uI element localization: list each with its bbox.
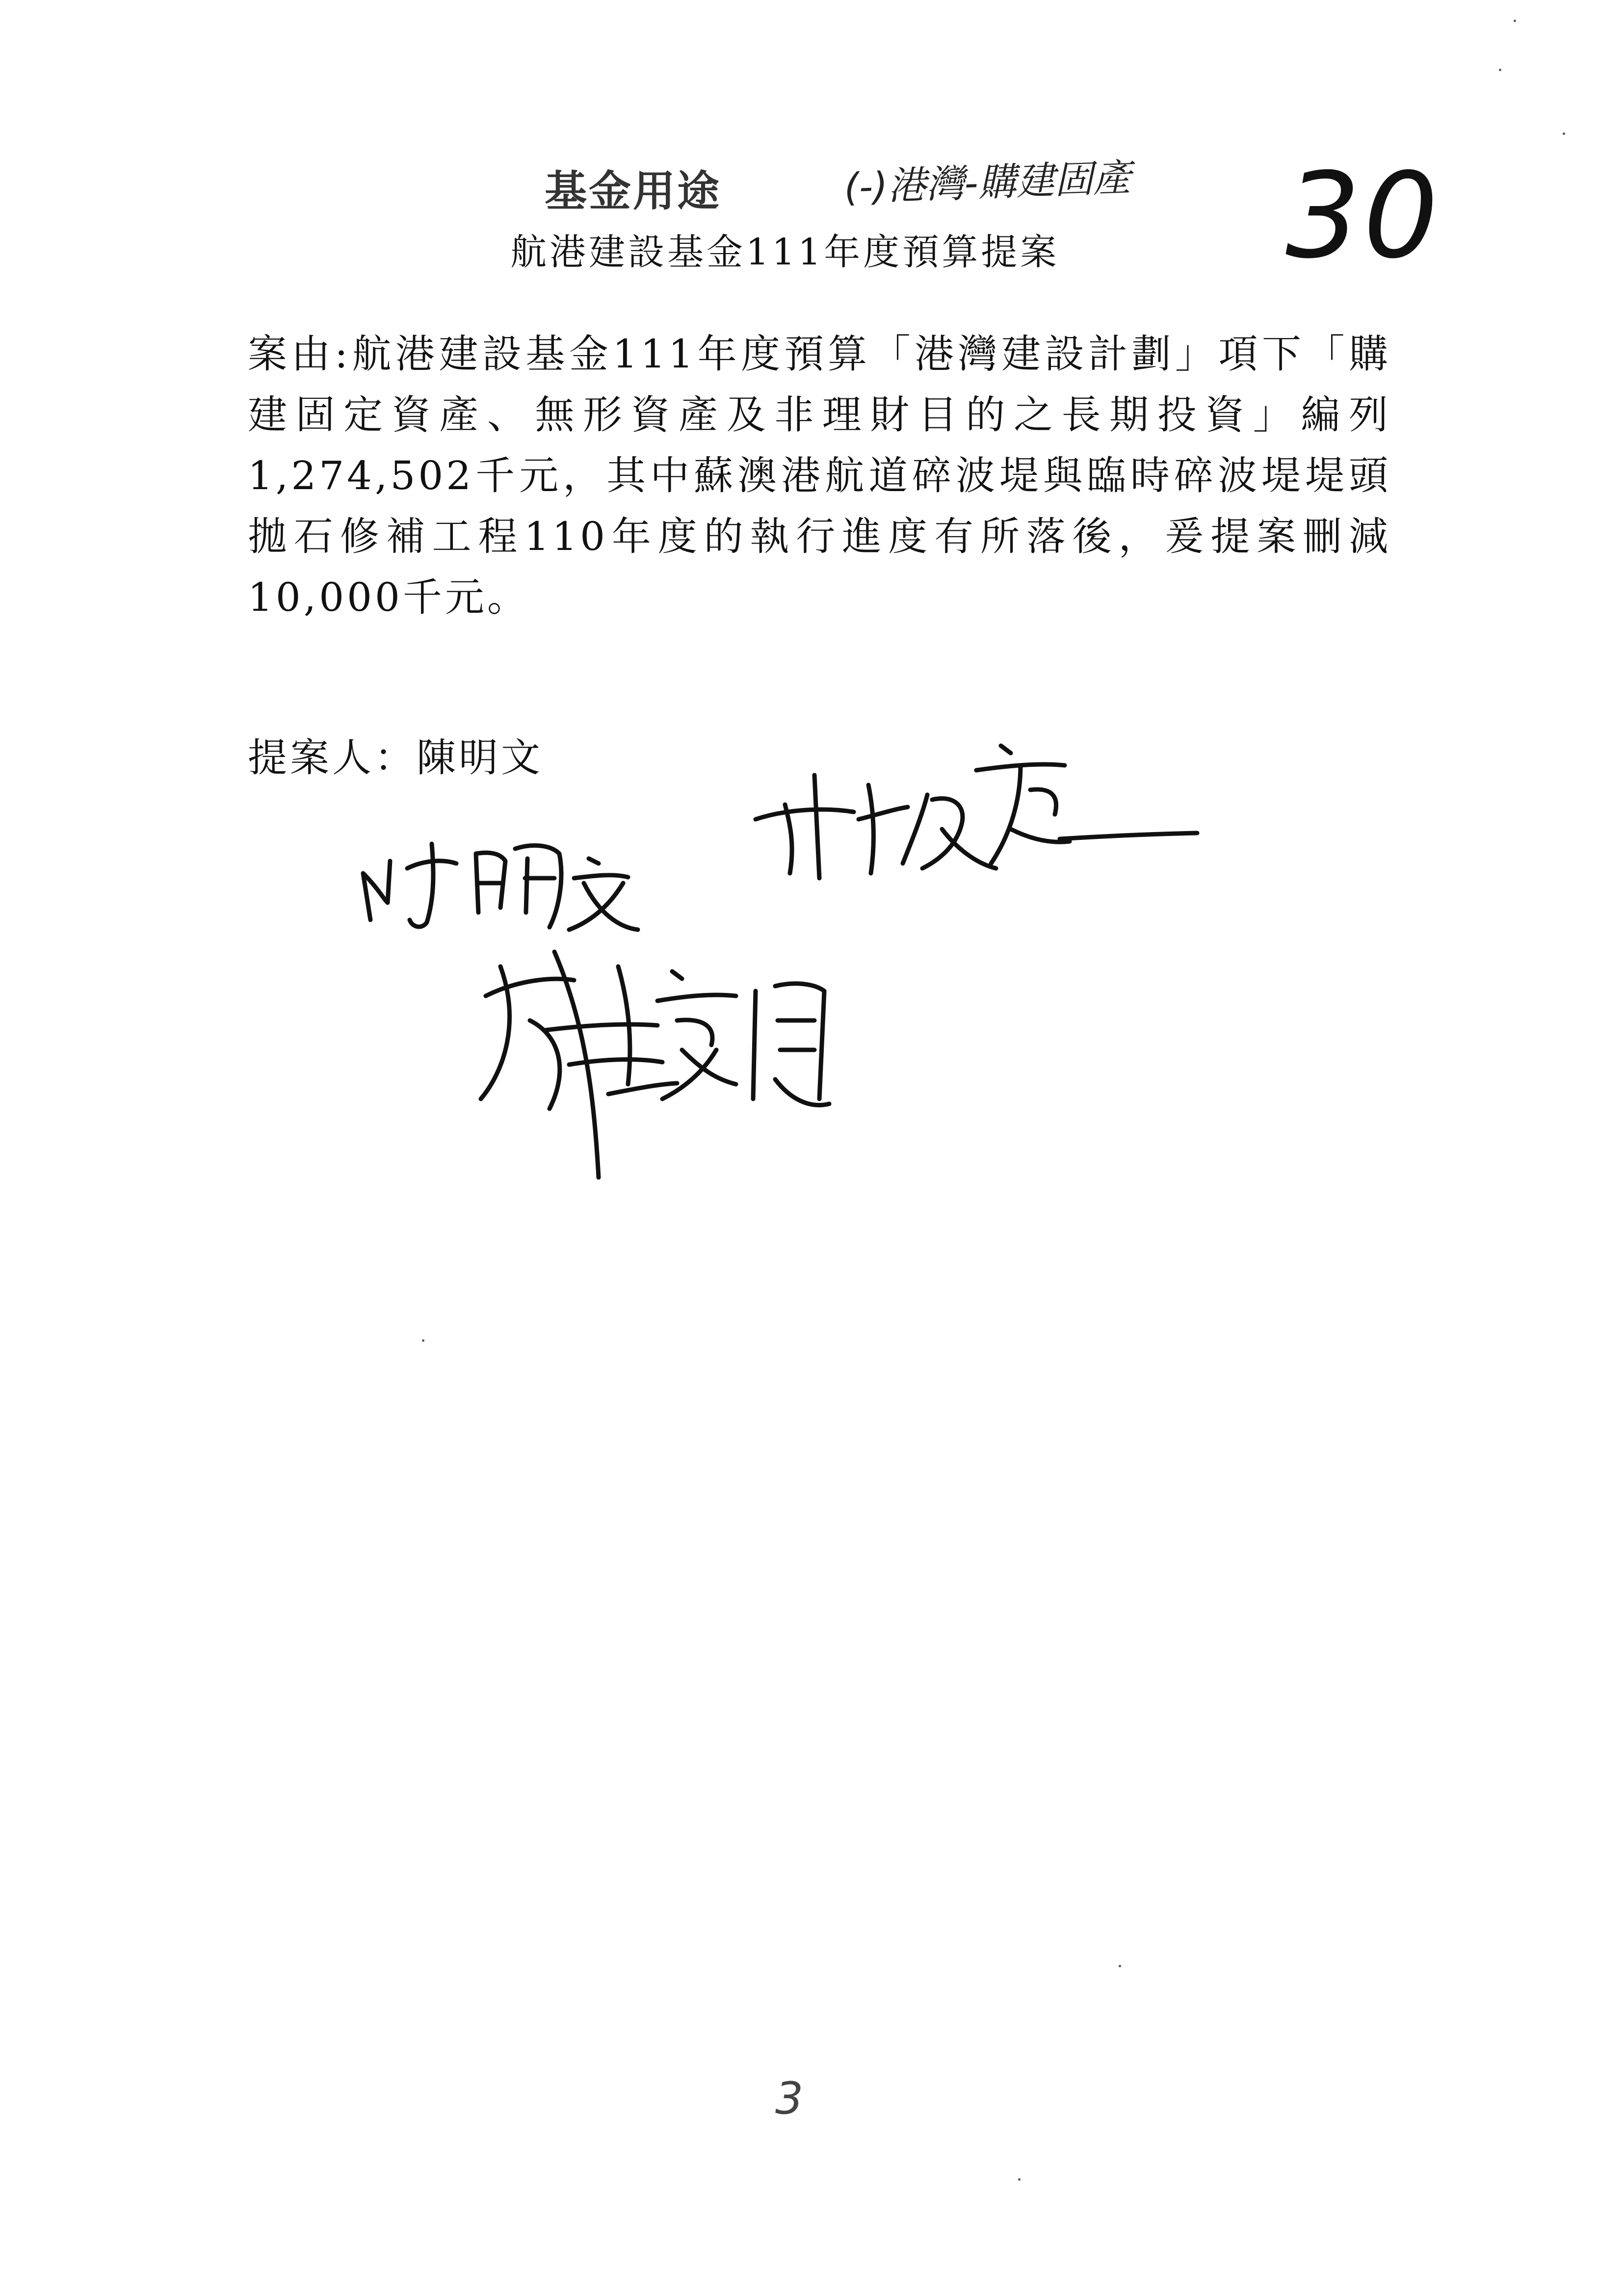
scan-speck xyxy=(1563,132,1565,135)
scan-speck xyxy=(1514,20,1516,22)
handwritten-page-number: 30 xyxy=(1285,147,1441,285)
proposer-label: 提案人：陳明文 xyxy=(248,735,543,781)
signature-2-icon xyxy=(746,716,1207,893)
scan-speck xyxy=(1119,1965,1121,1967)
scan-speck xyxy=(1499,69,1501,71)
scan-speck xyxy=(1018,2178,1021,2181)
proposal-reason-paragraph: 案由:航港建設基金111年度預算「港灣建設計劃」項下「購建固定資產、無形資產及非理財目的之長期投資」編列1,274,502千元，其中蘇澳港航道碎波堤與臨時碎波堤堤頭拋石修補工程110年度的執行進度有所落後，爰提案刪減10,000千元。 xyxy=(248,331,1391,620)
handwritten-category-note: (-)港灣-購建固產 xyxy=(843,156,1132,210)
footer-handwritten-mark: 3 xyxy=(775,2073,804,2124)
document-title: 航港建設基金111年度預算提案 xyxy=(510,231,1060,273)
scan-speck xyxy=(422,1339,424,1342)
signature-3-icon xyxy=(471,922,854,1197)
fund-usage-stamp: 基金用途 xyxy=(545,167,721,216)
